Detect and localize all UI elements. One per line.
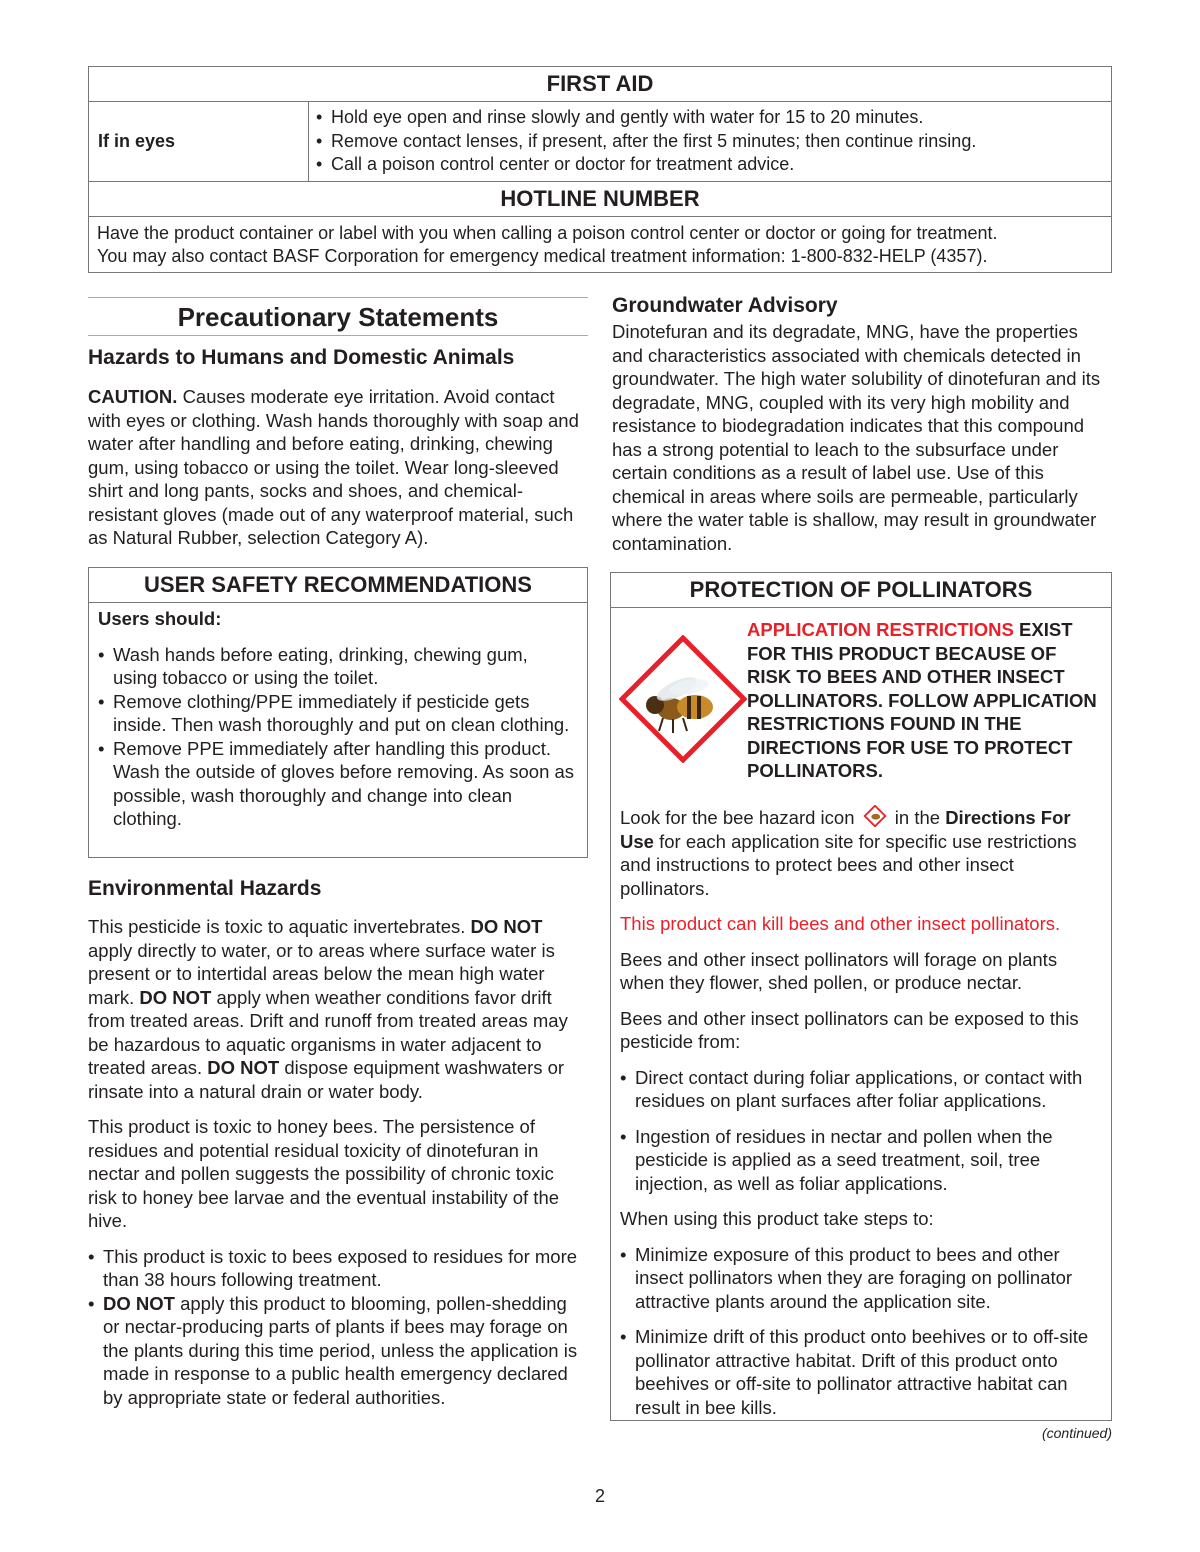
eyes-label: If in eyes bbox=[89, 102, 309, 181]
steps-intro: When using this product take steps to: bbox=[620, 1208, 934, 1229]
forage-paragraph: Bees and other insect pollinators will forage on plants when they flower, shed pollen, or produce nectar. bbox=[620, 948, 1058, 993]
eyes-step: • Call a poison control center or doctor for treatment advice. bbox=[316, 153, 976, 177]
groundwater-heading: Groundwater Advisory bbox=[612, 294, 838, 317]
page-number: 2 bbox=[594, 1486, 605, 1506]
look-text: in the bbox=[894, 807, 941, 828]
caution-paragraph bbox=[88, 385, 580, 550]
env-text: This pesticide is toxic to aquatic invertebrates. bbox=[88, 916, 466, 937]
pollinators-content bbox=[620, 805, 1104, 1419]
pollinators-box bbox=[610, 572, 1112, 1421]
user-safety-item: • Remove PPE immediately after handling this product. Wash the outside of gloves before removing. As soon as possible, wash thoroughly and change into clean clothing. bbox=[98, 737, 577, 831]
steps-item: • Minimize exposure of this product to bees and other insect pollinators when they are foraging on pollinator attractive plants around the application site. bbox=[620, 1243, 1104, 1314]
bee-item bbox=[88, 1292, 586, 1410]
look-for-paragraph bbox=[620, 805, 1104, 900]
exposure-item: • Direct contact during foliar applications, or contact with residues on plant surfaces after foliar applications. bbox=[620, 1066, 1104, 1113]
caution-label: CAUTION. bbox=[88, 386, 178, 407]
env-text: apply when weather conditions favor drift from treated areas. Drift and runoff from treated areas may be hazardous to aquatic organisms in water adjacent to treated areas. bbox=[88, 986, 568, 1078]
first-aid-title: FIRST AID bbox=[89, 67, 1111, 102]
pollinators-title: PROTECTION OF POLLINATORS bbox=[611, 573, 1111, 608]
steps-list bbox=[620, 1243, 1104, 1420]
precautionary-rule-bottom bbox=[88, 335, 588, 336]
env-text: apply directly to water, or to areas where surface water is present or to intertidal areas below the mean high water mark. bbox=[88, 939, 555, 1008]
first-aid-table bbox=[88, 66, 1112, 273]
user-safety-box bbox=[88, 567, 588, 858]
hotline-title: HOTLINE NUMBER bbox=[89, 182, 1111, 217]
user-safety-content bbox=[89, 603, 587, 831]
env-text: apply this product to blooming, pollen-shedding or nectar-producing parts of plants if bees may forage on the plants during this time period, unless the application is made in response to a public health emergency declared by appropriate state or federal authorities. bbox=[103, 1292, 578, 1408]
do-not-label: DO NOT bbox=[103, 1292, 175, 1314]
groundwater-text: Dinotefuran and its degradate, MNG, have the properties and characteristics associated with chemicals detected in groundwater. The high water solubility of dinotefuran and its degradate, MNG, coupled with its very high mobility and resistance to biodegradation indicates that this compound has a strong potential to leach to the subsurface under certain conditions as a result of label use. Use of this chemical in areas where soils are permeable, particularly where the water table is shallow, may result in groundwater contamination. bbox=[612, 321, 1101, 554]
bee-hazard-icon bbox=[619, 635, 747, 763]
environmental-heading: Environmental Hazards bbox=[88, 877, 322, 900]
eyes-step: • Hold eye open and rinse slowly and gently with water for 15 to 20 minutes. bbox=[316, 106, 976, 130]
first-aid-eyes-row bbox=[89, 102, 1111, 182]
hotline-text bbox=[89, 217, 1111, 272]
exposed-paragraph: Bees and other insect pollinators can be exposed to this pesticide from: bbox=[620, 1007, 1079, 1052]
warning-text: EXIST FOR THIS PRODUCT BECAUSE OF RISK TO BEES AND OTHER INSECT POLLINATORS. FOLLOW APPLICATION RESTRICTIONS FOUND IN THE DIRECTIONS FOR USE TO PROTECT POLLINATORS. bbox=[747, 619, 1097, 781]
exposure-list bbox=[620, 1066, 1104, 1196]
precautionary-title: Precautionary Statements bbox=[177, 302, 499, 332]
environmental-content bbox=[88, 915, 586, 1409]
hotline-line: You may also contact BASF Corporation for emergency medical treatment information: 1-800-832-HELP (4357). bbox=[97, 246, 988, 266]
caution-text: Causes moderate eye irritation. Avoid contact with eyes or clothing. Wash hands thoroughly with soap and water after handling and before eating, drinking, chewing gum, using tobacco or using the toilet. Wear long-sleeved shirt and long pants, socks and shoes, and chemical-resistant gloves (made out of any waterproof material, such as Natural Rubber, selection Category A). bbox=[88, 386, 579, 548]
env-text: dispose equipment washwaters or rinsate into a natural drain or water body. bbox=[88, 1057, 565, 1102]
bee-hazard-icon bbox=[860, 805, 890, 827]
eyes-steps bbox=[309, 102, 976, 181]
hotline-line: Have the product container or label with you when calling a poison control center or doctor or going for treatment. bbox=[97, 223, 998, 243]
bee-item: • This product is toxic to bees exposed to residues for more than 38 hours following treatment. bbox=[88, 1245, 586, 1292]
do-not-label: DO NOT bbox=[139, 986, 212, 1008]
look-text: for each application site for specific use restrictions and instructions to protect bees and other insect pollinators. bbox=[620, 830, 1077, 899]
steps-item: • Minimize drift of this product onto beehives or to off-site pollinator attractive habitat. Drift of this product onto beehives or off-site to pollinator attractive habitat can result in bee kills. bbox=[620, 1325, 1104, 1419]
environmental-paragraph-1 bbox=[88, 915, 586, 1103]
do-not-label: DO NOT bbox=[207, 1057, 280, 1078]
hazards-heading: Hazards to Humans and Domestic Animals bbox=[88, 346, 515, 369]
environmental-bee-list bbox=[88, 1245, 586, 1410]
eyes-step: • Remove contact lenses, if present, after the first 5 minutes; then continue rinsing. bbox=[316, 130, 976, 154]
user-safety-list bbox=[98, 643, 577, 831]
precautionary-rule-top bbox=[88, 297, 588, 298]
do-not-label: DO NOT bbox=[470, 916, 543, 937]
user-safety-item: • Wash hands before eating, drinking, chewing gum, using tobacco or using the toilet. bbox=[98, 643, 577, 690]
warning-red-text: APPLICATION RESTRICTIONS bbox=[747, 619, 1014, 640]
continued-note: (continued) bbox=[1041, 1425, 1112, 1441]
environmental-paragraph-2: This product is toxic to honey bees. The persistence of residues and potential residual toxicity of dinotefuran in nectar and pollen suggests the possibility of chronic toxic risk to honey bee larvae and the eventual instability of the hive. bbox=[88, 1116, 560, 1231]
user-safety-intro: Users should: bbox=[98, 608, 222, 629]
kill-warning: This product can kill bees and other insect pollinators. bbox=[620, 913, 1061, 934]
user-safety-item: • Remove clothing/PPE immediately if pesticide gets inside. Then wash thoroughly and put on clean clothing. bbox=[98, 690, 577, 737]
user-safety-title: USER SAFETY RECOMMENDATIONS bbox=[89, 568, 587, 603]
look-text: Look for the bee hazard icon bbox=[620, 807, 855, 828]
directions-for-use: Directions For Use bbox=[620, 807, 1071, 852]
exposure-item: • Ingestion of residues in nectar and pollen when the pesticide is applied as a seed treatment, soil, tree injection, as well as foliar applications. bbox=[620, 1125, 1104, 1196]
pollinator-warning bbox=[747, 618, 1103, 783]
